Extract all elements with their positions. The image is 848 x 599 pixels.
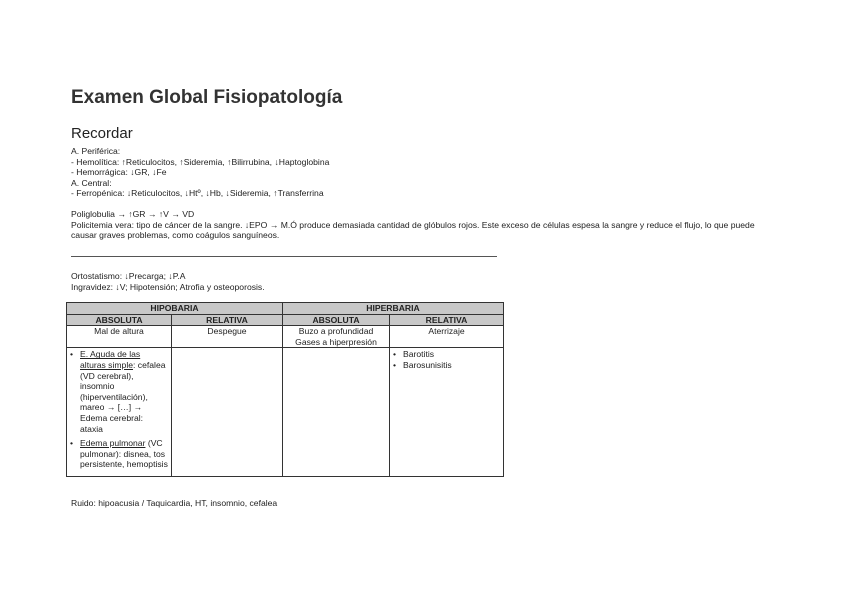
cell-hiper-abs-example xyxy=(283,326,390,348)
cell-hipo-abs-example: Mal de altura xyxy=(67,326,172,348)
note-paragraph: Policitemia vera: tipo de cáncer de la sangre. ↓EPO → M.Ó produce demasiada cantidad de glóbulos rojos. Este exceso de células espesa la sangre y reduce el flujo, lo que puede causar graves problemas, como coágulos sanguíneos. xyxy=(71,219,755,241)
item-title: Edema pulmonar xyxy=(80,438,146,449)
note-line: A. Periférica: xyxy=(71,146,121,156)
cell-line: Buzo a profundidad xyxy=(298,326,374,337)
section-heading: Recordar xyxy=(71,125,133,142)
footer-note: Ruido: hipoacusia / Taquicardia, HT, insomnio, cefalea xyxy=(71,498,278,508)
header-absoluta: ABSOLUTA xyxy=(67,314,172,326)
pressure-table xyxy=(66,302,504,477)
cell-line: Gases a hiperpresión xyxy=(295,336,377,347)
header-hipobaria: HIPOBARIA xyxy=(67,303,283,315)
note-line: Ingravidez: ↓V; Hipotensión; Atrofia y osteoporosis. xyxy=(71,281,265,292)
item-body: (VC pulmonar): disnea, tos persistente, hemoptisis xyxy=(80,438,168,470)
header-absoluta: ABSOLUTA xyxy=(283,314,390,326)
divider xyxy=(71,256,497,257)
header-relativa: RELATIVA xyxy=(390,314,504,326)
item-body: : cefalea (VD cerebral), insomnio (hiperventilación), mareo → […] → Edema cerebral: ataxia xyxy=(80,359,166,434)
note-line: - Ferropénica: ↓Reticulocitos, ↓Htº, ↓Hb, ↓Sideremia, ↑Transferrina xyxy=(71,188,324,199)
list-item: • Barosunisitis xyxy=(395,360,500,371)
header-relativa: RELATIVA xyxy=(172,314,283,326)
header-hiperbaria: HIPERBARIA xyxy=(283,303,504,315)
cell-hiper-rel-example: Aterrizaje xyxy=(390,326,504,348)
note-line: Poliglobulia → ↑GR → ↑V → VD xyxy=(71,209,195,219)
item-title: E. Aguda de las alturas simple xyxy=(80,349,141,370)
cell-hipo-abs-details xyxy=(67,348,172,477)
cell-hiper-rel-details xyxy=(390,348,504,477)
cell-empty xyxy=(172,348,283,477)
gravity-notes xyxy=(71,271,265,292)
note-line: Ortostatismo: ↓Precarga; ↓P.A xyxy=(71,271,186,281)
cell-hipo-rel-example: Despegue xyxy=(172,326,283,348)
list-item xyxy=(72,349,168,434)
note-line: - Hemorrágica: ↓GR, ↓Fe xyxy=(71,167,167,178)
list-item: • Barotitis xyxy=(395,349,500,360)
page-title: Examen Global Fisiopatología xyxy=(71,87,343,108)
cell-empty xyxy=(283,348,390,477)
note-line: - Hemolítica: ↑Reticulocitos, ↑Sideremia, ↑Bilirrubina, ↓Haptoglobina xyxy=(71,156,330,167)
note-line: A. Central: xyxy=(71,177,112,188)
list-item xyxy=(72,438,168,470)
poliglobulia-notes xyxy=(71,209,776,241)
anemia-notes xyxy=(71,146,329,199)
